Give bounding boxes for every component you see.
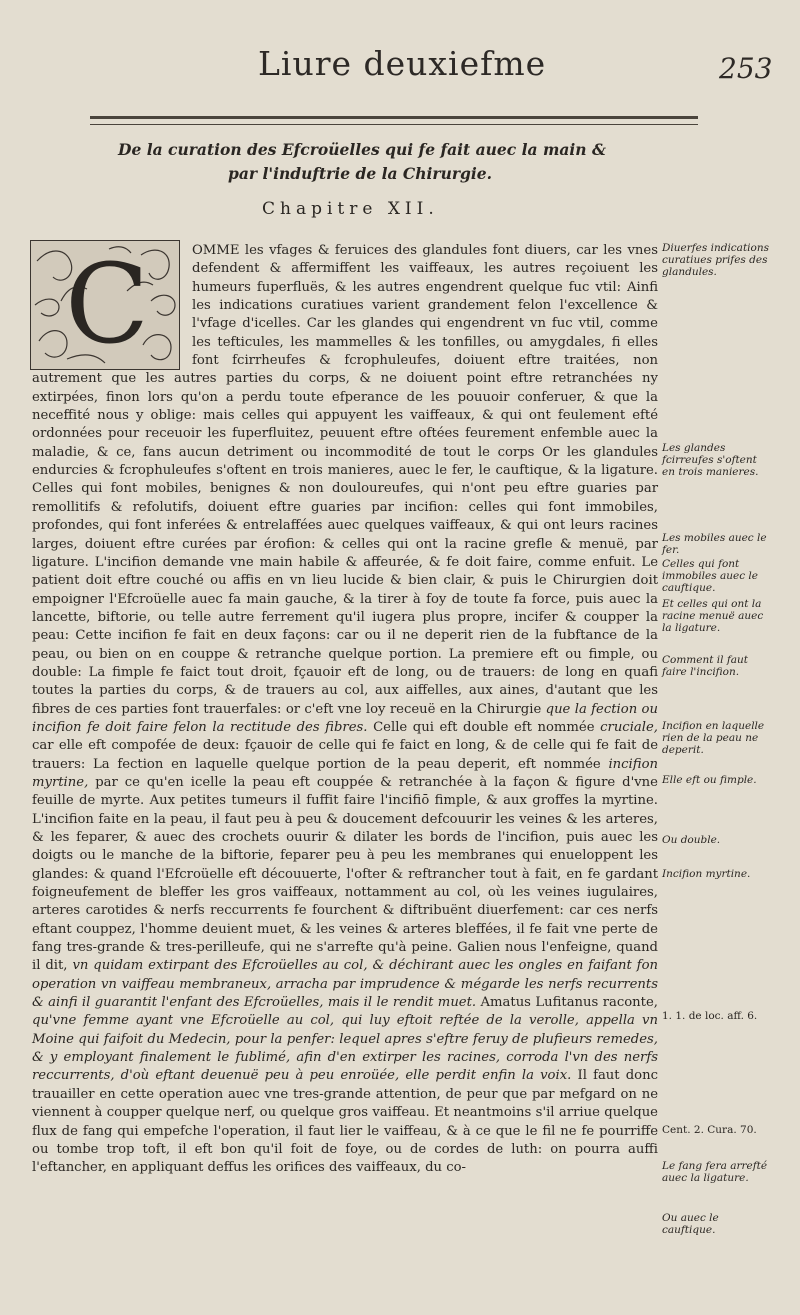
- margin-note: Ou double.: [662, 834, 721, 846]
- header-rule-thin: [90, 124, 698, 125]
- margin-note: Et celles qui ont la racine menuë auec la ligature.: [662, 598, 764, 634]
- margin-note: Incifion myrtine.: [662, 868, 751, 880]
- margin-note: Celles qui font immobiles auec le cauftique.: [662, 558, 758, 594]
- page-number: 253: [719, 52, 773, 85]
- margin-note: Le fang fera arrefté auec la ligature.: [662, 1160, 768, 1184]
- chapter-title-line-1: De la curation des Efcroüelles qui fe fait auec la main &: [118, 140, 606, 159]
- initial-letter: C: [65, 240, 150, 368]
- chapter-title-line-2: par l'induftrie de la Chirurgie.: [228, 164, 492, 183]
- body-text-part: par ce qu'en icelle la peau eft couppée & retranchée à la façon & figure d'vne feuille de myrte. Aux petites tumeurs il fuffit faire l'incifiō fimple, & aux groffes la myrtine. L'incifion faite en la peau, il faut peu à peu & doucement defcouurir les veines & les arteres, & les feparer, & auec des crochets ouurir & dilater les bords de l'incifion, puis auec les doigts ou le manche de la biftorie, feparer peu à peu les membranes qui enueloppent les glandes: & quand l'Efcroüelle eft découuerte, l'ofter & reftrancher tout à fait, en fe gardant foigneufement de bleffer les gros vaiffeaux, nottamment au col, où les veines iugulaires, arteres carotides & nerfs reccurrents fe fourchent & diftribuënt diuerfement: car ces nerfs eftant couppez, l'homme deuient muet, & les veines & arteres bleffées, il fe fait vne perte de fang tres-grande & tres-perilleufe, qui ne s'arrefte qu'à peine. Galien nous l'enfeigne, quand il dit,: [32, 774, 658, 974]
- body-text-part: OMME les vfages & feruices des glandules font diuers, car les vnes defendent & affermiffent les vaiffeaux, les autres reçoiuent les humeurs fuperfluës, & les autres engendrent quelque fuc vtil: Ainfi les indications curatiues varient grandement felon l'excellence & l'vfage d'icelles. Car les glandes qui engendrent vn fuc vtil, comme les tefticules, les mammelles & les tonfilles, ou amygdales, fi elles font fcirrheufes & fcrophuleufes, doiuent eftre traitées, non autrement que les autres parties du corps, & ne doiuent point eftre retranchées ny extirpées, finon lors qu'on a perdu toute efperance de les pouuoir conferuer, & que la neceffité nous y oblige: mais celles qui appuyent les vaiffeaux, & qui ont feulement efté ordonnées pour receuoir les fuperfluitez, peuuent eftre oftées feurement enfemble auec la maladie, & ce, fans aucun detriment ou incommodité de tout le corps Or les glandules endurcies & fcrophuleufes s'oftent en trois manieres, auec le fer, le cauftique, & la ligature. Celles qui font mobiles, benignes & non douloureufes, qui n'ont peu eftre guaries par remollitifs & refolutifs, doiuent eftre guaries par incifion: celles qui font immobiles, profondes, qui font inferées & entrelaffées auec quelques vaiffeaux, & qui ont leurs racines larges, doiuent eftre curées par érofion: & celles qui ont la racine grefle & menuë, par ligature. L'incifion demande vne main habile & affeurée, & fe doit faire, comme enfuit. Le patient doit eftre couché ou affis en vn lieu lucide & bien clair, & puis le Chirurgien doit empoigner l'Efcroüelle auec fa main gauche, & la tirer à foy de toute fa force, puis auec la lancette, biftorie, ou telle autre ferrement qu'il iugera plus propre, incifer & coupper la peau: Cette incifion fe fait en deux façons: car ou il ne deperit rien de la fubftance de la peau, ou bien on en couppe & retranche quelque portion. La premiere eft ou fimple, ou double: La fimple fe faict tout droit, fçauoir eft de long, ou de trauers: de long en quafi toutes la parties du corps, & de trauers au col, aux aiffelles, aux aines, d'autant que les fibres de ces parties font trauerfales: or c'eft vne loy receuë en la Chirurgie: [32, 243, 658, 717]
- body-italic-quote-galien: vn quidam extirpant des Efcroüelles au col, & déchirant auec les ongles en faifant fon operation vn vaiffeau membraneux, arracha par imprudence & mégarde les nerfs recurrents & ainfi il guarantit l'enfant des Efcroüelles, mais il le rendit muet.: [32, 958, 659, 1011]
- margin-note: Elle eft ou fimple.: [662, 774, 757, 786]
- margin-note: Comment il faut faire l'incifion.: [662, 654, 748, 678]
- body-text-part: Celle qui eft double eft nommée: [373, 719, 595, 735]
- body-italic-maxim: que la fection ou incifion fe doit faire felon la rectitude des fibres.: [32, 701, 658, 735]
- chapter-body-text: [32, 242, 658, 1178]
- header-rule: [90, 116, 698, 119]
- body-text-part: Il faut donc trauailler en cette operation auec vne tres-grande attention, de peur que par mefgard on ne viennent à coupper quelque nerf, ou quelque gros vaiffeau. Et neantmoins s'il arriue quelque flux de fang qui empefche l'operation, il faut lier le vaiffeau, & à ce que le fil ne fe pourriffe ou tombe trop toft, il eft bon qu'il foit de foye, ou de cordes de luth: on pourra auffi l'eftancher, en appliquant deffus les orifices des vaiffeaux, du co-: [32, 1068, 659, 1176]
- chapter-title: [118, 138, 698, 186]
- running-head: [0, 44, 800, 88]
- body-italic-quote-amatus: qu'vne femme ayant vne Efcroüelle au col, qui luy eftoit reftée de la verolle, appella vn Moine qui faifoit du Medecin, pour la penfer: lequel apres s'eftre feruy de plufieurs remedes, & y employant finalement le fublimé, afin d'en extirper les racines, corroda l'vn des nerfs reccurrents, d'où eftant deuenuë peu à peu enroüée, elle perdit enfin la voix.: [32, 1013, 658, 1084]
- margin-note: 1. 1. de loc. aff. 6.: [662, 1010, 758, 1022]
- body-italic-term: cruciale,: [600, 719, 658, 735]
- margin-note: Diuerfes indications curatiues prifes des glandules.: [662, 242, 769, 278]
- margin-note: Les mobiles auec le fer.: [662, 532, 767, 556]
- chapter-number: Chapitre XII.: [262, 199, 439, 219]
- running-title: Liure deuxiefme: [258, 44, 547, 83]
- body-text-part: car elle eft compofée de deux: fçauoir de celle qui fe faict en long, & de celle qui fe fait de trauers: La fection en laquelle quelque portion de la peau deperit, eft nommée: [32, 738, 658, 772]
- body-italic-term: incifion myrtine,: [32, 756, 658, 790]
- margin-note: Les glandes fcirreufes s'oftent en trois manieres.: [662, 442, 759, 478]
- margin-note: Cent. 2. Cura. 70.: [662, 1124, 757, 1136]
- margin-note: Incifion en laquelle rien de la peau ne deperit.: [662, 720, 765, 756]
- body-text-part: Amatus Lufitanus raconte,: [480, 995, 658, 1011]
- margin-note: Ou auec le cauftique.: [662, 1212, 719, 1236]
